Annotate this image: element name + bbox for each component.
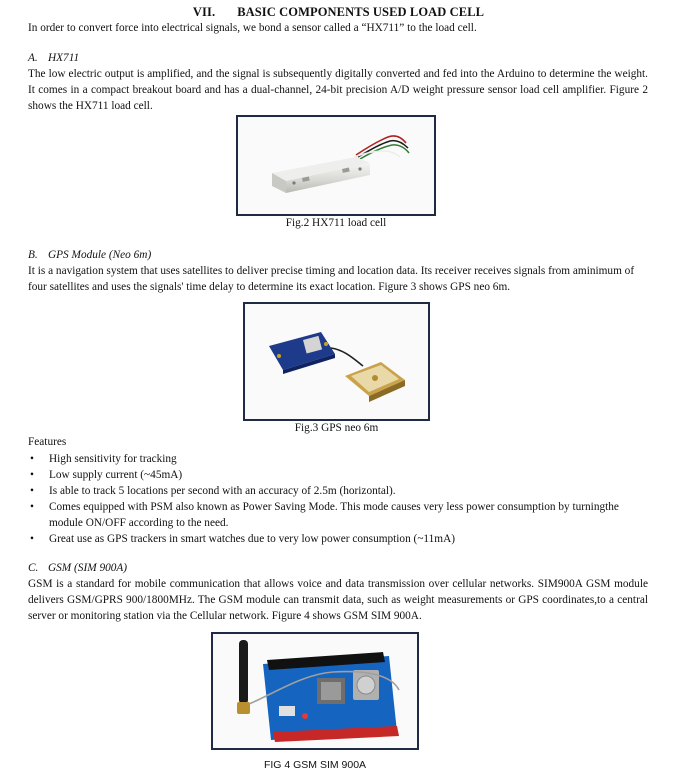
feature-text: Low supply current (~45mA) xyxy=(49,469,183,481)
feature-item xyxy=(28,451,640,467)
subsection-b-heading xyxy=(28,249,151,261)
features-list xyxy=(28,451,640,547)
gsm-module-illustration xyxy=(213,634,417,748)
load-cell-illustration xyxy=(238,117,434,214)
subsection-c-paragraph: GSM is a standard for mobile communication that allows voice and data transmission over cellular networks. SIM900A GSM module delivers GSM/GPRS 900/1800MHz. The GSM module can transmit data, such as weight measurements or GPS coordinates,to a central server or monitoring station via the Cellular network. Figure 4 shows GSM SIM 900A. xyxy=(28,578,648,622)
feature-text: High sensitivity for tracking xyxy=(49,453,177,465)
gps-module-illustration xyxy=(245,304,428,419)
intro-paragraph: In order to convert force into electrical signals, we bond a sensor called a “HX711” to the load cell. xyxy=(28,22,477,34)
figure-hx711-image xyxy=(236,115,436,216)
figure-gps-image xyxy=(243,302,430,421)
subsection-b-letter: B. xyxy=(28,249,38,261)
subsection-b-title: GPS Module (Neo 6m) xyxy=(48,249,152,261)
bullet-glyph: • xyxy=(30,485,34,497)
subsection-c-letter: C. xyxy=(28,562,39,574)
bullet-glyph: • xyxy=(30,533,34,545)
figure-3-caption: Fig.3 GPS neo 6m xyxy=(294,422,379,434)
subsection-a-heading xyxy=(28,52,79,64)
subsection-a-letter: A. xyxy=(28,52,38,64)
figure-2-caption: Fig.2 HX711 load cell xyxy=(285,217,387,229)
section-title: BASIC COMPONENTS USED LOAD CELL xyxy=(237,5,485,19)
feature-item xyxy=(28,531,640,547)
bullet-glyph: • xyxy=(30,453,34,465)
feature-item xyxy=(28,499,640,531)
feature-text: Is able to track 5 locations per second with an accuracy of 2.5m (horizontal). xyxy=(49,485,396,497)
bullet-glyph: • xyxy=(30,469,34,481)
figure-4-caption: FIG 4 GSM SIM 900A xyxy=(263,759,367,771)
features-label: Features xyxy=(28,436,67,448)
subsection-c-title: GSM (SIM 900A) xyxy=(48,562,128,574)
feature-text: Comes equipped with PSM also known as Power Saving Mode. This mode causes very less power consumption by turningthe module ON/OFF according to the need. xyxy=(49,501,619,529)
subsection-a-paragraph: The low electric output is amplified, and the signal is subsequently digitally converted and fed into the Arduino to determine the weight. It comes in a compact breakout board and has a dual-channel, 24-bit precision A/D weight pressure sensor load cell amplifier. Figure 2 shows the HX711 load cell. xyxy=(28,68,648,112)
section-heading xyxy=(0,5,677,20)
subsection-c-heading xyxy=(28,562,127,574)
subsection-b-paragraph: It is a navigation system that uses satellites to deliver precise timing and location data. Its receiver receives signals from aminimum of four satellites and uses the signals' time delay to determine its exact location. Figure 3 shows GPS neo 6m. xyxy=(28,265,635,293)
figure-gsm-image xyxy=(211,632,419,750)
feature-text: Great use as GPS trackers in smart watches due to very low power consumption (~11mA) xyxy=(49,533,456,545)
subsection-a-title: HX711 xyxy=(48,52,80,64)
feature-item xyxy=(28,483,640,499)
feature-item xyxy=(28,467,640,483)
section-number: VII. xyxy=(192,5,216,19)
bullet-glyph: • xyxy=(30,501,34,513)
